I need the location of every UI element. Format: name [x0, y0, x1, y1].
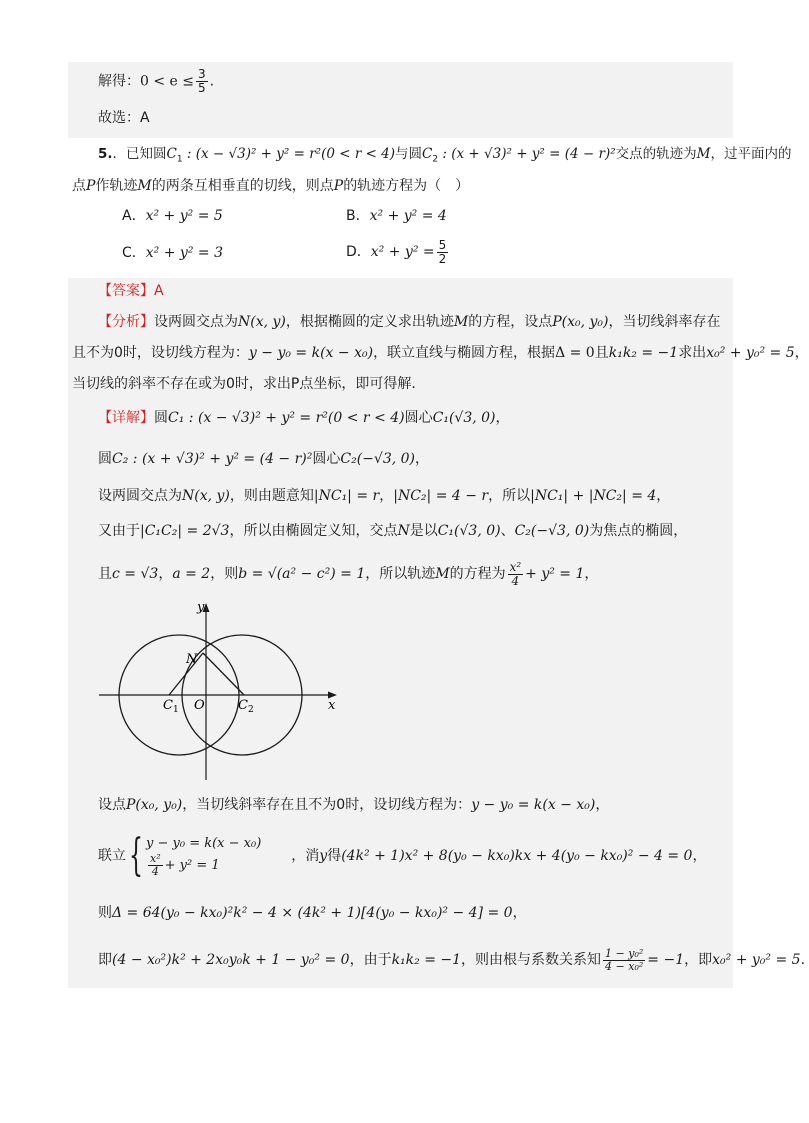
- option-a[interactable]: A．x² + y² = 5: [122, 208, 223, 224]
- detail-tag: 【详解】: [98, 410, 154, 426]
- circles-figure: [99, 601, 340, 781]
- option-d[interactable]: D．x² + y² = $\frac{5}{2}$: [346, 237, 447, 266]
- solve-fraction: $\frac{3}{5}$: [198, 67, 206, 95]
- option-b[interactable]: B．x² + y² = 4: [346, 208, 447, 224]
- question-number: 5.: [98, 146, 113, 162]
- analysis-line-2: 且不为0时，设切线方程为：y − y₀ = k(x − x₀)，联立直线与椭圆方程，根据Δ = 0且k₁k₂ = −1求出x₀² + y₀² = 5，: [72, 345, 809, 361]
- answer-tag: 【答案】A: [98, 283, 164, 299]
- c2-label: $C_2$: [238, 698, 254, 715]
- system-brace: {: [129, 830, 143, 881]
- answer-line: [98, 281, 164, 301]
- o-label: O: [194, 698, 205, 713]
- detail-line-1: 【详解】圆C₁ : (x − √3)² + y² = r²(0 < r < 4)圆心C₁(√3, 0)，: [98, 410, 510, 426]
- circles-diagram: [99, 601, 340, 781]
- analysis-line-1: 【分析】设两圆交点为N(x, y)，根据椭圆的定义求出轨迹M的方程，设点P(x₀, y₀)，当切线斜率存在: [98, 314, 721, 330]
- equation-system: y − y₀ = k(x − x₀) $\frac{\text{x²}}{4}$ + y² = 1: [146, 835, 262, 878]
- solve-line: 解得：0 < e ≤ $\frac{3}{5}$ .: [98, 67, 215, 95]
- vieta-fraction: $\frac{\text{1 − y₀²}}{\text{4 − x₀²}}$: [605, 946, 644, 973]
- n-label: N: [186, 652, 198, 667]
- after-line-2: 联立{ y − y₀ = k(x − x₀) $\frac{\text{x²}}{4}$ + y² = 1 ，消y得(4k² + 1)x² + 8(y₀ − kx₀)kx + 4(y₀ − kx₀)² − 4 = 0，: [98, 830, 707, 881]
- choice-line: 故选：A: [98, 110, 150, 126]
- question-line-2: 点P作轨迹M的两条互相垂直的切线，则点P的轨迹方程为（ ）: [72, 178, 470, 194]
- detail-line-3: 设两圆交点为N(x, y)，则由题意知|NC₁| = r，|NC₂| = 4 − r，所以|NC₁| + |NC₂| = 4，: [98, 488, 671, 504]
- option-d-fraction: $\frac{5}{2}$: [438, 237, 447, 266]
- detail-line-5: 且c = √3，a = 2，则b = √(a² − c²) = 1，所以轨迹M的方程为 $\frac{\text{x²}}{4}$ + y² = 1，: [98, 559, 599, 588]
- detail-line-4: 又由于|C₁C₂| = 2√3，所以由椭圆定义知，交点N是以C₁(√3, 0)、C₂(−√3, 0)为焦点的椭圆，: [98, 523, 688, 539]
- question-line-1: 5.．已知圆$C_1$ : (x − √3)² + y² = r²(0 < r < 4)与圆$C_2$ : (x + √3)² + y² = (4 − r)²交点的轨迹为M，过平面内的: [98, 146, 792, 165]
- after-line-4: 即(4 − x₀²)k² + 2x₀y₀k + 1 − y₀² = 0，由于k₁k₂ = −1，则由根与系数关系知 $\frac{\text{1 − y₀²}}{\text{4 − x₀²}}$ = −1，即x₀² + y₀² = 5.: [98, 946, 806, 973]
- after-line-1: 设点P(x₀, y₀)，当切线斜率存在且不为0时，设切线方程为：y − y₀ = k(x − x₀)，: [98, 797, 610, 813]
- detail-line-2: 圆C₂ : (x + √3)² + y² = (4 − r)²圆心C₂(−√3, 0)，: [98, 451, 430, 467]
- after-line-3: 则Δ = 64(y₀ − kx₀)²k² − 4 × (4k² + 1)[4(y₀ − kx₀)² − 4] = 0，: [98, 905, 527, 921]
- x-label: x: [328, 698, 336, 713]
- option-c[interactable]: C．x² + y² = 3: [122, 245, 223, 261]
- analysis-tag: 【分析】: [98, 314, 154, 330]
- analysis-line-3: 当切线的斜率不存在或为0时，求出P点坐标，即可得解.: [72, 376, 416, 392]
- c1-label: $C_1$: [163, 698, 179, 715]
- y-label: y: [197, 600, 205, 615]
- segment-n-c2: [203, 653, 244, 695]
- ellipse-fraction: $\frac{\text{x²}}{4}$: [509, 559, 522, 588]
